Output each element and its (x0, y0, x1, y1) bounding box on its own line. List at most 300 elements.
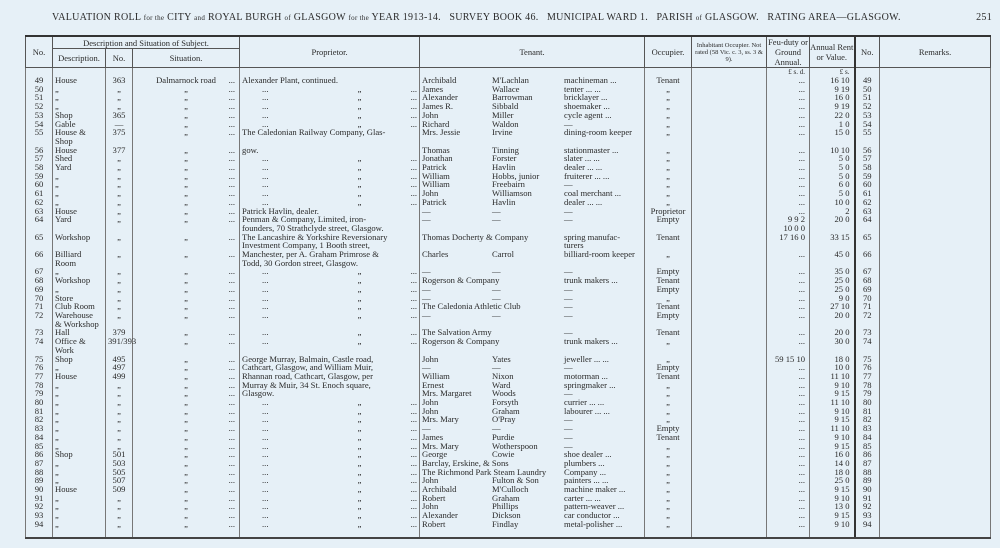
subject-number: 363 (106, 76, 133, 85)
entry-number: 88 (26, 468, 53, 477)
tenant-first-name: Patrick (422, 196, 447, 207)
col-situation: Situation. (133, 49, 240, 68)
situation-text: „ (184, 127, 188, 138)
ditto-part: ... (262, 109, 269, 120)
tenant-fields (422, 111, 642, 120)
description: „ (53, 180, 106, 189)
description: House (53, 485, 106, 494)
entry-number-right: 92 (855, 502, 880, 511)
ditto-part: ... (410, 492, 418, 503)
subject-number: „ (106, 511, 133, 520)
table-row (26, 215, 991, 232)
tenant-surname: M'Culloch (492, 484, 529, 495)
remarks (880, 172, 991, 181)
tenant-occupation: — (564, 431, 573, 442)
situation-text: „ (184, 170, 188, 181)
annual-rent: 9 15 (810, 511, 855, 520)
tenant-occupation: coal merchant ... (564, 188, 622, 199)
ditto-part: ... (410, 431, 418, 442)
annual-rent: 9 19 (810, 102, 855, 111)
title-part: for the (348, 14, 370, 22)
tenant-first-name: — (422, 266, 431, 277)
col-inhabitant-occupier: Inhabitant Occupier. Not rated (58 Vic. c. 3, ss. 3 & 9). (692, 36, 767, 68)
tenant-surname (492, 233, 564, 250)
entry-number-right: 62 (855, 198, 880, 207)
entry-number-right: 74 (855, 337, 880, 354)
tenant-first-name: — (422, 214, 431, 225)
annual-rent: 16 0 (810, 93, 855, 102)
ditto-part: „ (357, 275, 362, 286)
tenant (420, 276, 645, 285)
ditto-part: ... (262, 83, 269, 94)
situation-text: Dalmarnock road (156, 75, 216, 85)
ditto-part: „ (357, 179, 362, 190)
description: House (53, 207, 106, 216)
proprietor-ditto (242, 189, 417, 198)
annual-rent: 2 (810, 207, 855, 216)
feu-duty: ... (767, 311, 810, 328)
ditto-part: ... (262, 275, 269, 286)
tenant-occupation: Company ... (564, 466, 607, 477)
tenant-surname: — (492, 423, 501, 434)
tenant-surname: — (492, 266, 501, 277)
remarks (880, 198, 991, 207)
tenant-occupation: — (564, 292, 573, 303)
inhabitant-occupier (692, 337, 767, 354)
tenant-surname: Nixon (492, 370, 514, 381)
tenant-occupation: currier ... ... (564, 397, 605, 408)
ditto-part: „ (357, 336, 362, 347)
ditto-part: „ (357, 423, 362, 434)
entry-number: 66 (26, 250, 53, 267)
occupier: „ (645, 520, 692, 538)
ditto-part: ... (410, 92, 418, 103)
proprietor (240, 311, 420, 328)
tenant-first-name: John (422, 475, 439, 486)
col-no: No. (26, 36, 53, 68)
situation-text: „ (184, 388, 188, 399)
entry-number: 72 (26, 311, 53, 328)
ditto-part: ... (262, 283, 269, 294)
remarks (880, 485, 991, 494)
tenant-fields (422, 172, 642, 181)
remarks (880, 311, 991, 328)
tenant-occupation: cycle agent ... (564, 109, 612, 120)
tenant-surname: Hobbs, junior (492, 170, 540, 181)
proprietor-ditto (242, 267, 417, 276)
annual-rent: 6 0 (810, 180, 855, 189)
subject-number: „ (106, 163, 133, 172)
tenant-occupation: — (564, 440, 573, 451)
occupier: „ (645, 102, 692, 111)
tenant-first-name: Mrs. Margaret (422, 388, 472, 399)
description: Shed (53, 154, 106, 163)
tenant-occupation: — (564, 423, 573, 434)
subject-number: „ (106, 433, 133, 442)
leader-dots: ... (228, 118, 236, 129)
tenant-occupation: labourer ... ... (564, 405, 610, 416)
feu-duty: 17 16 0 (767, 233, 810, 250)
proprietor-ditto (242, 485, 417, 494)
entry-number: 59 (26, 172, 53, 181)
entry-number: 86 (26, 450, 53, 459)
situation-text: „ (184, 92, 188, 103)
ditto-part: „ (357, 283, 362, 294)
entry-number: 58 (26, 163, 53, 172)
tenant-fields (422, 198, 642, 207)
entry-number-right: 84 (855, 433, 880, 442)
col-no-right: No. (855, 36, 880, 68)
subject-number: „ (106, 494, 133, 503)
subject-number: „ (106, 85, 133, 94)
remarks (880, 363, 991, 372)
proprietor-ditto (242, 476, 417, 485)
tenant-surname: Havlin (492, 196, 516, 207)
situation-text: „ (184, 309, 188, 320)
annual-rent: 9 15 (810, 389, 855, 398)
proprietor-ditto (242, 424, 417, 433)
tenant-surname: Graham (492, 492, 520, 503)
remarks (880, 154, 991, 163)
subject-number: 501 (106, 450, 133, 459)
valuation-roll-table (25, 35, 991, 539)
feu-units: £ s. d. (767, 68, 810, 77)
tenant (420, 389, 645, 398)
occupier: Empty (645, 215, 692, 232)
tenant-occupation: spring manufac- turers (564, 231, 621, 251)
tenant (420, 337, 645, 354)
feu-duty: ... (767, 407, 810, 416)
ditto-part: ... (262, 510, 269, 521)
leader-dots: ... (228, 501, 236, 512)
description: Store (53, 294, 106, 303)
leader-dots: ... (228, 109, 236, 120)
tenant-first-name: Mrs. Mary (422, 440, 459, 451)
description: Yard (53, 163, 106, 172)
occupier: „ (645, 442, 692, 451)
description: „ (53, 415, 106, 424)
ditto-part: ... (410, 118, 418, 129)
description: „ (53, 424, 106, 433)
entry-number: 52 (26, 102, 53, 111)
feu-duty: ... (767, 146, 810, 155)
remarks (880, 389, 991, 398)
inhabitant-occupier (692, 285, 767, 294)
tenant-occupation: slater ... ... (564, 153, 600, 164)
inhabitant-occupier (692, 407, 767, 416)
tenant-fields (422, 389, 642, 398)
ditto-part: ... (262, 475, 269, 486)
tenant-surname: — (492, 205, 501, 216)
occupier: „ (645, 128, 692, 145)
description: „ (53, 189, 106, 198)
tenant-surname: Williamson (492, 188, 532, 199)
ditto-part: ... (262, 92, 269, 103)
subject-number: „ (106, 407, 133, 416)
leader-dots: ... (228, 153, 236, 164)
ditto-part: ... (262, 423, 269, 434)
annual-rent: 9 10 (810, 407, 855, 416)
inhabitant-occupier (692, 294, 767, 303)
ditto-part: ... (262, 101, 269, 112)
subject-number: „ (106, 267, 133, 276)
situation-text: „ (184, 501, 188, 512)
proprietor-ditto (242, 285, 417, 294)
title-part: GLASGOW (293, 12, 346, 23)
leader-dots: ... (228, 449, 236, 460)
subject-number: 377 (106, 146, 133, 155)
entry-number: 50 (26, 85, 53, 94)
tenant (420, 76, 645, 85)
ditto-part: „ (357, 510, 362, 521)
leader-dots: ... (228, 83, 236, 94)
feu-duty: ... (767, 302, 810, 311)
tenant-fields (422, 337, 642, 346)
tenant-occupation: — (564, 301, 573, 312)
tenant-fields (422, 285, 642, 294)
remarks (880, 163, 991, 172)
entry-number-right: 81 (855, 407, 880, 416)
situation-text: „ (184, 475, 188, 486)
inhabitant-occupier (692, 459, 767, 468)
entry-number: 68 (26, 276, 53, 285)
subject-number: „ (106, 276, 133, 285)
ditto-part: ... (410, 266, 418, 277)
occupier: Tenant (645, 433, 692, 442)
tenant-occupation: carter ... ... (564, 492, 601, 503)
entry-number: 69 (26, 285, 53, 294)
feu-duty: ... (767, 424, 810, 433)
tenant-fields (422, 207, 642, 216)
ditto-part: „ (357, 162, 362, 173)
situation-text: „ (184, 510, 188, 521)
subject-number: „ (106, 102, 133, 111)
proprietor: George Murray, Balmain, Castle road, (240, 355, 420, 364)
subject-number: „ (106, 294, 133, 303)
tenant-surname: Ward (492, 379, 511, 390)
tenant-occupation: metal-polisher ... (564, 518, 623, 529)
description: Workshop (53, 233, 106, 250)
remarks (880, 468, 991, 477)
feu-duty: ... (767, 494, 810, 503)
tenant-occupation: machineman ... (564, 75, 617, 85)
tenant-occupation: billiard-room keeper (564, 249, 635, 260)
tenant-occupation: pattern-weaver ... (564, 501, 625, 512)
situation (133, 250, 240, 267)
entry-number-right: 51 (855, 93, 880, 102)
ditto-part: ... (410, 440, 418, 451)
col-description-group: Description and Situation of Subject. (53, 36, 240, 49)
ditto-part: ... (262, 449, 269, 460)
situation-text: „ (184, 196, 188, 207)
ditto-part: „ (357, 292, 362, 303)
ditto-part: ... (262, 301, 269, 312)
remarks (880, 146, 991, 155)
ditto-part: ... (262, 336, 269, 347)
description: „ (53, 520, 106, 538)
situation-text: „ (184, 179, 188, 190)
title-part: of (695, 14, 703, 22)
ditto-part: ... (410, 457, 418, 468)
description: House (53, 372, 106, 381)
tenant-fields (422, 276, 642, 285)
remarks (880, 511, 991, 520)
leader-dots: ... (228, 144, 236, 155)
table-row (26, 311, 991, 328)
annual-rent: 20 0 (810, 311, 855, 328)
table-row (26, 128, 991, 145)
proprietor-ditto (242, 415, 417, 424)
tenant-surname (492, 302, 564, 311)
entry-number-right: 60 (855, 180, 880, 189)
occupier: „ (645, 415, 692, 424)
ditto-part: ... (262, 162, 269, 173)
tenant-first-name: Ernest (422, 379, 444, 390)
ditto-part: „ (357, 484, 362, 495)
tenant-surname: Wallace (492, 83, 520, 94)
leader-dots: ... (228, 362, 236, 373)
tenant-fields (422, 146, 642, 155)
inhabitant-occupier (692, 172, 767, 181)
remarks (880, 215, 991, 232)
tenant (420, 520, 645, 538)
feu-duty: ... (767, 372, 810, 381)
description: „ (53, 398, 106, 407)
entry-number-right: 88 (855, 468, 880, 477)
tenant-occupation: dealer ... ... (564, 162, 603, 173)
occupier: Tenant (645, 328, 692, 337)
title-part: of (284, 14, 291, 22)
description: „ (53, 468, 106, 477)
feu-duty: ... (767, 285, 810, 294)
tenant-occupation: — (564, 283, 573, 294)
occupier: „ (645, 476, 692, 485)
tenant-fields (422, 485, 642, 494)
tenant-fields (422, 355, 642, 364)
subject-number: „ (106, 389, 133, 398)
remarks (880, 189, 991, 198)
remarks (880, 502, 991, 511)
subject-number: „ (106, 180, 133, 189)
ditto-part: ... (410, 162, 418, 173)
entry-number: 73 (26, 328, 53, 337)
entry-number: 62 (26, 198, 53, 207)
tenant-first-name: — (422, 309, 431, 320)
situation-text: „ (184, 144, 188, 155)
description: „ (53, 502, 106, 511)
subject-number: 503 (106, 459, 133, 468)
leader-dots: ... (228, 405, 236, 416)
col-occupier: Occupier. (645, 36, 692, 68)
ditto-part: ... (410, 327, 418, 338)
tenant (420, 398, 645, 407)
inhabitant-occupier (692, 468, 767, 477)
entry-number-right: 64 (855, 215, 880, 232)
feu-duty: ... (767, 459, 810, 468)
entry-number: 77 (26, 372, 53, 381)
feu-duty: ... (767, 363, 810, 372)
proprietor-ditto (242, 502, 417, 511)
leader-dots: ... (228, 162, 236, 173)
inhabitant-occupier (692, 93, 767, 102)
description: „ (53, 433, 106, 442)
situation-text: „ (184, 336, 188, 347)
situation-text: „ (184, 484, 188, 495)
inhabitant-occupier (692, 250, 767, 267)
ditto-part: ... (262, 484, 269, 495)
occupier: „ (645, 494, 692, 503)
proprietor-ditto (242, 407, 417, 416)
annual-rent: 1 0 (810, 120, 855, 129)
inhabitant-occupier (692, 198, 767, 207)
inhabitant-occupier (692, 276, 767, 285)
inhabitant-occupier (692, 398, 767, 407)
tenant-first-name: Thomas Docherty & Company (422, 231, 529, 242)
annual-rent: 33 15 (810, 233, 855, 250)
leader-dots: ... (228, 249, 236, 260)
proprietor: Manchester, per A. Graham Primrose & Todd, 30 Gordon street, Glasgow. (240, 250, 420, 267)
feu-duty: ... (767, 76, 810, 85)
ditto-part: „ (357, 153, 362, 164)
description: Shop (53, 450, 106, 459)
remarks (880, 267, 991, 276)
tenant (420, 363, 645, 372)
ditto-part: „ (357, 449, 362, 460)
entry-number: 74 (26, 337, 53, 354)
feu-duty: ... (767, 381, 810, 390)
tenant-first-name: Thomas (422, 144, 450, 155)
ditto-part: ... (410, 501, 418, 512)
situation-text: „ (184, 449, 188, 460)
ditto-part: „ (357, 414, 362, 425)
leader-dots: ... (228, 266, 236, 277)
situation-text: „ (184, 283, 188, 294)
entry-number-right: 58 (855, 163, 880, 172)
occupier: „ (645, 111, 692, 120)
title-part: CITY (167, 12, 192, 23)
tenant-surname: Phillips (492, 501, 519, 512)
remarks (880, 381, 991, 390)
description: „ (53, 459, 106, 468)
remarks (880, 207, 991, 216)
inhabitant-occupier (692, 494, 767, 503)
description: „ (53, 172, 106, 181)
ditto-part: ... (410, 397, 418, 408)
entry-number-right: 63 (855, 207, 880, 216)
subject-number: — (106, 120, 133, 129)
tenant-fields (422, 154, 642, 163)
annual-rent: 20 0 (810, 215, 855, 232)
occupier: Proprietor (645, 207, 692, 216)
situation (133, 311, 240, 328)
entry-number: 92 (26, 502, 53, 511)
feu-duty: ... (767, 450, 810, 459)
ditto-part: ... (410, 109, 418, 120)
ditto-part: ... (410, 449, 418, 460)
tenant-surname: Yates (492, 353, 511, 364)
description: Workshop (53, 276, 106, 285)
feu-duty: ... (767, 502, 810, 511)
tenant-occupation: — (564, 179, 573, 190)
description: Yard (53, 215, 106, 232)
ditto-part: „ (357, 196, 362, 207)
feu-duty: ... (767, 154, 810, 163)
ditto-part: „ (357, 518, 362, 529)
feu-duty: ... (767, 267, 810, 276)
situation-text: „ (184, 205, 188, 216)
tenant (420, 285, 645, 294)
entry-number: 80 (26, 398, 53, 407)
